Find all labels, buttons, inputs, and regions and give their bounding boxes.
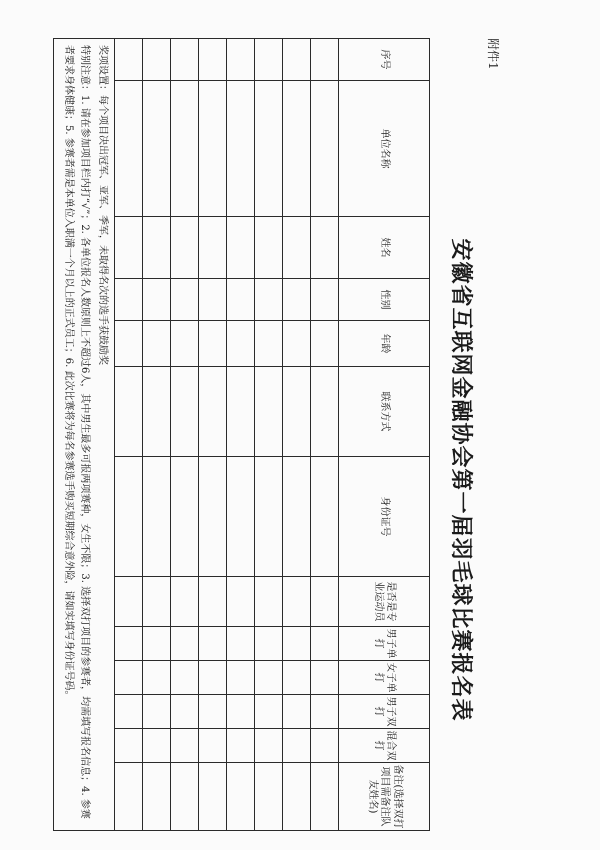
blank-cell[interactable] [199, 661, 227, 695]
blank-cell[interactable] [115, 81, 143, 217]
blank-cell[interactable] [115, 39, 143, 81]
blank-cell[interactable] [227, 457, 255, 577]
blank-cell[interactable] [199, 577, 227, 627]
blank-cell[interactable] [227, 627, 255, 661]
blank-cell[interactable] [227, 367, 255, 457]
blank-cell[interactable] [255, 627, 283, 661]
blank-cell[interactable] [143, 39, 171, 81]
blank-cell[interactable] [255, 279, 283, 321]
blank-cell[interactable] [227, 763, 255, 831]
blank-cell[interactable] [283, 763, 311, 831]
blank-cell[interactable] [311, 39, 339, 81]
column-header: 性别 [339, 279, 430, 321]
blank-cell[interactable] [143, 763, 171, 831]
blank-cell[interactable] [199, 81, 227, 217]
blank-cell[interactable] [311, 627, 339, 661]
table-row [311, 39, 339, 831]
blank-cell[interactable] [311, 81, 339, 217]
blank-cell[interactable] [115, 367, 143, 457]
blank-cell[interactable] [227, 577, 255, 627]
column-header: 男子双打 [339, 695, 430, 729]
table-row [283, 39, 311, 831]
column-header: 男子单打 [339, 627, 430, 661]
blank-cell[interactable] [143, 81, 171, 217]
blank-cell[interactable] [283, 661, 311, 695]
blank-cell[interactable] [171, 729, 199, 763]
blank-cell[interactable] [283, 217, 311, 279]
blank-cell[interactable] [115, 279, 143, 321]
blank-cell[interactable] [311, 279, 339, 321]
blank-cell[interactable] [311, 367, 339, 457]
blank-cell[interactable] [143, 627, 171, 661]
blank-cell[interactable] [143, 321, 171, 367]
blank-cell[interactable] [255, 217, 283, 279]
blank-cell[interactable] [199, 39, 227, 81]
blank-cell[interactable] [255, 729, 283, 763]
column-header: 单位名称 [339, 81, 430, 217]
blank-cell[interactable] [199, 457, 227, 577]
blank-cell[interactable] [143, 577, 171, 627]
blank-cell[interactable] [199, 279, 227, 321]
blank-cell[interactable] [227, 81, 255, 217]
column-header: 姓名 [339, 217, 430, 279]
blank-cell[interactable] [171, 81, 199, 217]
blank-cell[interactable] [311, 457, 339, 577]
table-row [171, 39, 199, 831]
blank-cell[interactable] [171, 627, 199, 661]
blank-cell[interactable] [283, 81, 311, 217]
blank-cell[interactable] [283, 367, 311, 457]
blank-cell[interactable] [115, 321, 143, 367]
blank-cell[interactable] [171, 279, 199, 321]
blank-cell[interactable] [171, 763, 199, 831]
column-header: 是否是专业运动员 [339, 577, 430, 627]
column-header: 年龄 [339, 321, 430, 367]
blank-cell[interactable] [255, 763, 283, 831]
header-row [339, 39, 430, 831]
blank-cell[interactable] [311, 321, 339, 367]
blank-cell[interactable] [283, 577, 311, 627]
blank-cell[interactable] [255, 695, 283, 729]
blank-cell[interactable] [171, 367, 199, 457]
column-header: 备注(选择双打项目需备注队友姓名) [339, 763, 430, 831]
table-row [143, 39, 171, 831]
form-title: 安徽省互联网金融协会第一届羽毛球比赛报名表 [448, 238, 474, 722]
blank-cell[interactable] [227, 279, 255, 321]
blank-cell[interactable] [171, 661, 199, 695]
blank-cell[interactable] [255, 577, 283, 627]
blank-cell[interactable] [143, 457, 171, 577]
blank-cell[interactable] [143, 217, 171, 279]
blank-cell[interactable] [115, 217, 143, 279]
blank-cell[interactable] [115, 661, 143, 695]
column-header: 混合双打 [339, 729, 430, 763]
blank-cell[interactable] [199, 729, 227, 763]
blank-cell[interactable] [115, 695, 143, 729]
blank-cell[interactable] [255, 367, 283, 457]
column-header: 女子单打 [339, 661, 430, 695]
footer-row [54, 39, 115, 831]
blank-cell[interactable] [143, 661, 171, 695]
footer-notes-cell [54, 39, 115, 831]
blank-cell[interactable] [227, 321, 255, 367]
blank-cell[interactable] [227, 695, 255, 729]
registration-table [53, 38, 430, 831]
blank-cell[interactable] [199, 321, 227, 367]
blank-cell[interactable] [311, 729, 339, 763]
blank-cell[interactable] [115, 457, 143, 577]
blank-cell[interactable] [115, 729, 143, 763]
blank-cell[interactable] [227, 729, 255, 763]
column-header: 序号 [339, 39, 430, 81]
blank-cell[interactable] [199, 763, 227, 831]
blank-cell[interactable] [311, 577, 339, 627]
blank-cell[interactable] [115, 577, 143, 627]
special-notes-text: 特别注意：1. 请在参加项目栏内打“√”；2. 各单位报名人数原则上不超过6人，其中男生最多可报两项赛种，女生不限；3. 选择双打项目的参赛者，均需填写报名信息；4. 参赛者要求身体健康；5. 参赛者需是本单位入职满一个月以上的正式员工；6. 此次比赛将为每名参赛选手购买短期综合意外险，请如实填写身份证号码。 [63, 45, 90, 819]
blank-cell[interactable] [311, 217, 339, 279]
blank-cell[interactable] [115, 627, 143, 661]
blank-cell[interactable] [171, 217, 199, 279]
blank-cell[interactable] [283, 457, 311, 577]
table-row [199, 39, 227, 831]
blank-cell[interactable] [171, 577, 199, 627]
blank-cell[interactable] [227, 661, 255, 695]
blank-cell[interactable] [255, 457, 283, 577]
blank-cell[interactable] [171, 39, 199, 81]
blank-cell[interactable] [255, 39, 283, 81]
awards-text: 奖项设置：每个项目决出冠军、亚军、季军，未取得名次的选手获鼓励奖 [97, 45, 108, 365]
blank-cell[interactable] [171, 695, 199, 729]
blank-cell[interactable] [143, 729, 171, 763]
blank-cell[interactable] [311, 763, 339, 831]
blank-cell[interactable] [171, 457, 199, 577]
blank-cell[interactable] [227, 217, 255, 279]
blank-cell[interactable] [283, 729, 311, 763]
blank-cell[interactable] [255, 661, 283, 695]
blank-cell[interactable] [143, 367, 171, 457]
blank-cell[interactable] [255, 321, 283, 367]
blank-cell[interactable] [311, 695, 339, 729]
blank-cell[interactable] [283, 39, 311, 81]
table-row [227, 39, 255, 831]
blank-cell[interactable] [199, 695, 227, 729]
table-row [255, 39, 283, 831]
table-row [115, 39, 143, 831]
blank-cell[interactable] [199, 627, 227, 661]
blank-cell[interactable] [115, 763, 143, 831]
annex-label: 附件1 [486, 38, 500, 70]
blank-cell[interactable] [283, 279, 311, 321]
blank-cell[interactable] [283, 321, 311, 367]
blank-cell[interactable] [311, 661, 339, 695]
blank-cell[interactable] [255, 81, 283, 217]
blank-cell[interactable] [283, 627, 311, 661]
blank-cell[interactable] [171, 321, 199, 367]
blank-cell[interactable] [199, 217, 227, 279]
blank-cell[interactable] [199, 367, 227, 457]
blank-cell[interactable] [143, 279, 171, 321]
column-header: 身份证号 [339, 457, 430, 577]
blank-cell[interactable] [283, 695, 311, 729]
blank-cell[interactable] [143, 695, 171, 729]
column-header: 联系方式 [339, 367, 430, 457]
blank-cell[interactable] [227, 39, 255, 81]
